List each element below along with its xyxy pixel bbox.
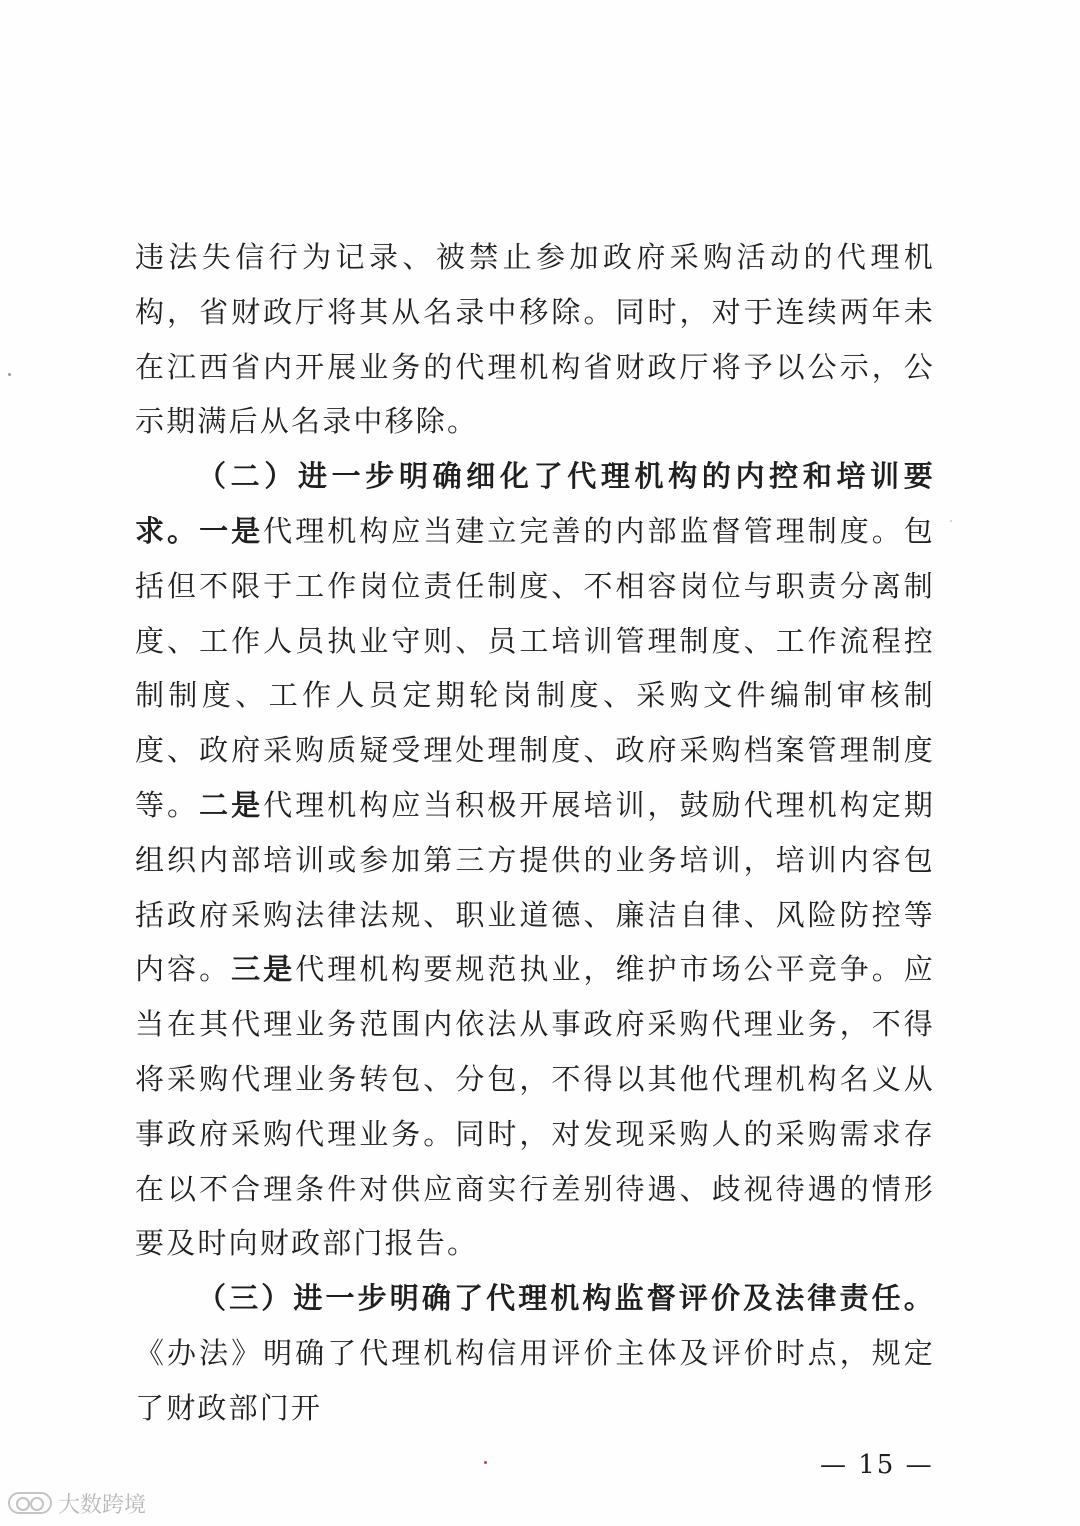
paragraph-3	[135, 1271, 935, 1435]
scan-speck-gray	[8, 373, 11, 376]
point-three-text: 代理机构要规范执业，维护市场公平竞争。应当在其代理业务范围内依法从事政府采购代理业务，不得将采购代理业务转包、分包，不得以其他代理机构名义从事政府采购代理业务。同时，对发现采购人的采购需求存在以不合理条件对供应商实行差别待遇、歧视待遇的情形要及时向财政部门报告。	[135, 952, 935, 1261]
paragraph-1-text: 违法失信行为记录、被禁止参加政府采购活动的代理机构，省财政厅将其从名录中移除。同时，对于连续两年未在江西省内开展业务的代理机构省财政厅将予以公示，公示期满后从名录中移除。	[135, 240, 935, 439]
paragraph-2	[135, 449, 935, 1271]
point-one-label: 一是	[199, 513, 264, 548]
scan-speck-red	[484, 1461, 487, 1464]
scan-speck-gray-2	[950, 520, 952, 522]
body-text	[135, 230, 935, 1436]
section-three-heading: （三）进一步明确了代理机构监督评价及法律责任。	[197, 1281, 935, 1316]
point-two-label: 二是	[199, 787, 264, 822]
point-one-text: 代理机构应当建立完善的内部监督管理制度。包括但不限于工作岗位责任制度、不相容岗位与职责分离制度、工作人员执业守则、员工培训管理制度、工作流程控制制度、工作人员定期轮岗制度、采购文件编制审核制度、政府采购质疑受理处理制度、政府采购档案管理制度等。	[135, 513, 936, 822]
paragraph-3-text: 《办法》明确了代理机构信用评价主体及评价时点，规定了财政部门开	[135, 1335, 935, 1425]
page-number: — 15 —	[820, 1450, 934, 1480]
point-three-label: 三是	[231, 952, 296, 987]
infinity-logo-icon	[8, 1492, 52, 1514]
point-two-text: 代理机构应当积极开展培训，鼓励代理机构定期组织内部培训或参加第三方提供的业务培训，培训内容包括政府采购法律法规、职业道德、廉洁自律、风险防控等内容。	[135, 787, 936, 987]
section-two-heading: （二）进一步明确细化了代理机构的内控和培训要求。	[135, 459, 935, 548]
watermark-text: 大数跨境	[58, 1492, 147, 1518]
paragraph-1	[135, 230, 935, 449]
watermark	[8, 1488, 146, 1518]
